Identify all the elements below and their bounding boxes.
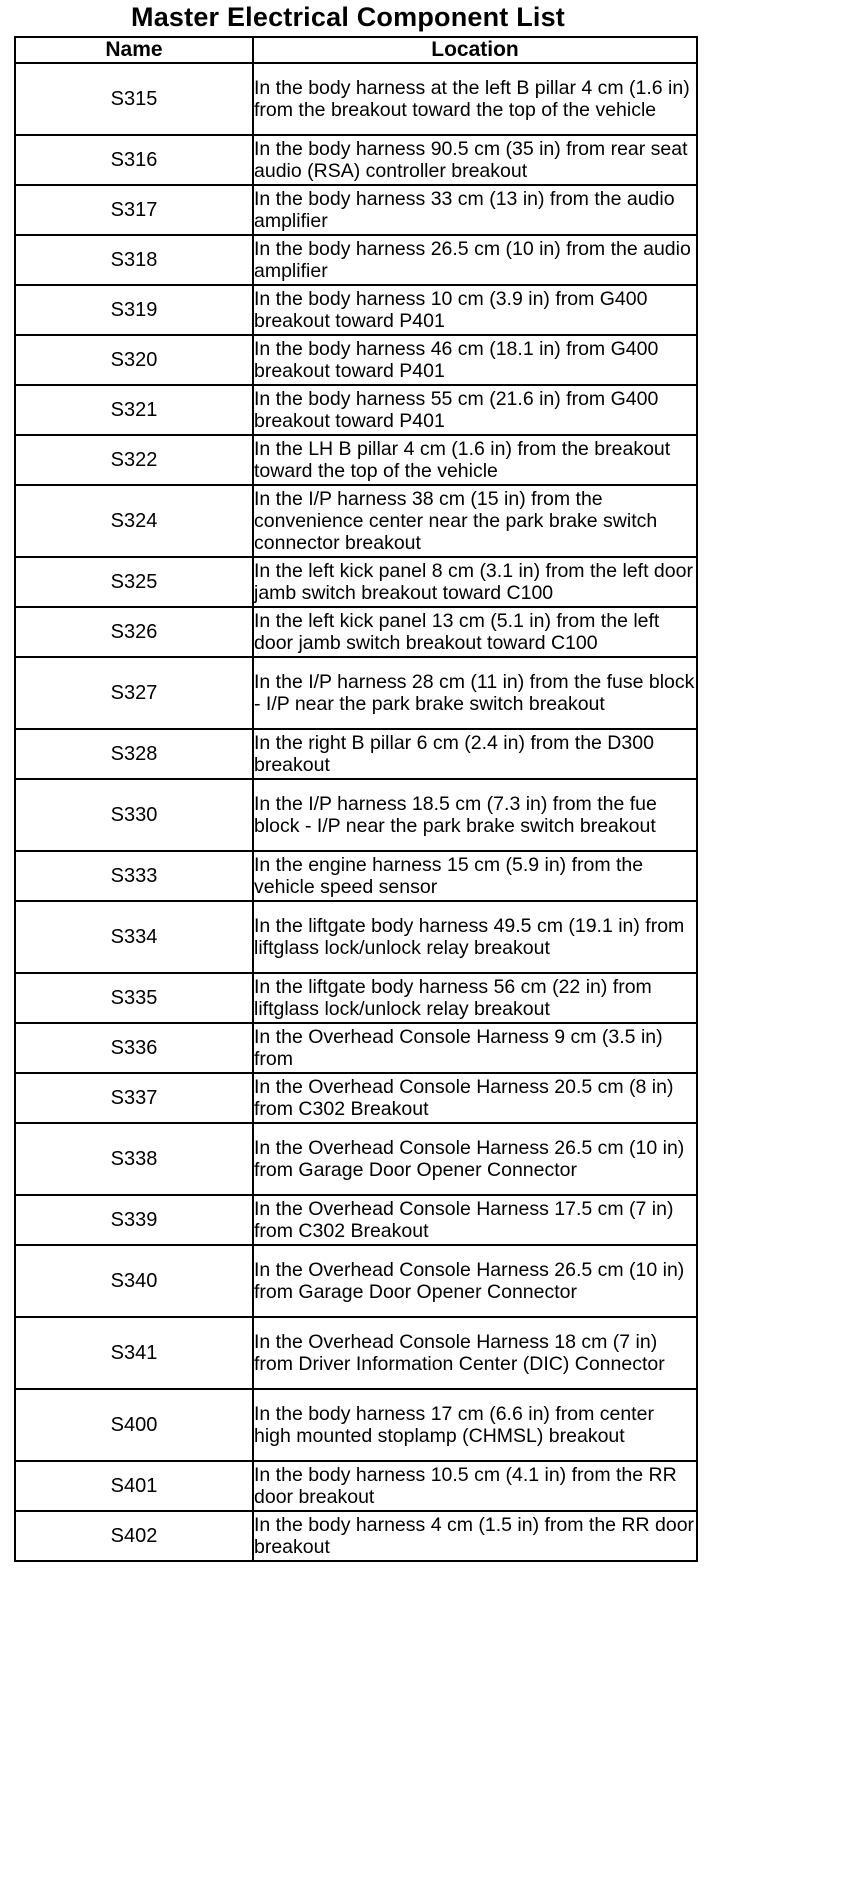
component-location: In the Overhead Console Harness 26.5 cm (10 in) from Garage Door Opener Connector: [253, 1123, 697, 1195]
component-name: S336: [15, 1023, 253, 1073]
component-name: S325: [15, 557, 253, 607]
component-name: S324: [15, 485, 253, 557]
component-location: In the left kick panel 13 cm (5.1 in) from the left door jamb switch breakout toward C100: [253, 607, 697, 657]
component-location: In the Overhead Console Harness 17.5 cm (7 in) from C302 Breakout: [253, 1195, 697, 1245]
table-row: [15, 1073, 697, 1123]
table-row: [15, 779, 697, 851]
component-location: In the LH B pillar 4 cm (1.6 in) from the breakout toward the top of the vehicle: [253, 435, 697, 485]
component-location: In the Overhead Console Harness 18 cm (7 in) from Driver Information Center (DIC) Connector: [253, 1317, 697, 1389]
table-row: [15, 385, 697, 435]
component-location: In the body harness 4 cm (1.5 in) from the RR door breakout: [253, 1511, 697, 1561]
component-name: S317: [15, 185, 253, 235]
table-row: [15, 285, 697, 335]
component-name: S341: [15, 1317, 253, 1389]
component-name: S400: [15, 1389, 253, 1461]
table-row: [15, 729, 697, 779]
table-row: [15, 335, 697, 385]
component-name: S318: [15, 235, 253, 285]
component-location: In the liftgate body harness 56 cm (22 in) from liftglass lock/unlock relay breakout: [253, 973, 697, 1023]
component-location: In the body harness 46 cm (18.1 in) from G400 breakout toward P401: [253, 335, 697, 385]
location-column-header: Location: [253, 37, 697, 63]
component-name: S320: [15, 335, 253, 385]
component-name: S340: [15, 1245, 253, 1317]
component-location: In the liftgate body harness 49.5 cm (19.1 in) from liftglass lock/unlock relay breakout: [253, 901, 697, 973]
component-table: [14, 36, 698, 1562]
table-row: [15, 851, 697, 901]
component-location: In the left kick panel 8 cm (3.1 in) from the left door jamb switch breakout toward C100: [253, 557, 697, 607]
table-row: [15, 607, 697, 657]
component-location: In the Overhead Console Harness 26.5 cm (10 in) from Garage Door Opener Connector: [253, 1245, 697, 1317]
table-row: [15, 973, 697, 1023]
component-location: In the body harness 17 cm (6.6 in) from center high mounted stoplamp (CHMSL) breakout: [253, 1389, 697, 1461]
component-name: S326: [15, 607, 253, 657]
component-location: In the body harness at the left B pillar 4 cm (1.6 in) from the breakout toward the top of the vehicle: [253, 63, 697, 135]
table-row: [15, 1245, 697, 1317]
component-name: S328: [15, 729, 253, 779]
component-name: S334: [15, 901, 253, 973]
component-name: S333: [15, 851, 253, 901]
component-location: In the body harness 55 cm (21.6 in) from G400 breakout toward P401: [253, 385, 697, 435]
component-name: S321: [15, 385, 253, 435]
table-row: [15, 63, 697, 135]
table-row: [15, 135, 697, 185]
component-name: S319: [15, 285, 253, 335]
component-name: S330: [15, 779, 253, 851]
table-row: [15, 235, 697, 285]
table-row: [15, 485, 697, 557]
page-title: Master Electrical Component List: [131, 2, 565, 32]
table-row: [15, 1123, 697, 1195]
table-header-row: [15, 37, 697, 63]
component-name: S322: [15, 435, 253, 485]
table-row: [15, 557, 697, 607]
component-name: S339: [15, 1195, 253, 1245]
component-name: S327: [15, 657, 253, 729]
table-row: [15, 185, 697, 235]
table-row: [15, 1317, 697, 1389]
component-name: S402: [15, 1511, 253, 1561]
table-row: [15, 1461, 697, 1511]
name-column-header: Name: [15, 37, 253, 63]
component-location: In the I/P harness 28 cm (11 in) from the fuse block - I/P near the park brake switch breakout: [253, 657, 697, 729]
table-row: [15, 1389, 697, 1461]
table-row: [15, 901, 697, 973]
component-location: In the right B pillar 6 cm (2.4 in) from the D300 breakout: [253, 729, 697, 779]
table-row: [15, 1023, 697, 1073]
table-row: [15, 657, 697, 729]
component-name: S337: [15, 1073, 253, 1123]
component-name: S316: [15, 135, 253, 185]
component-location: In the body harness 10 cm (3.9 in) from G400 breakout toward P401: [253, 285, 697, 335]
component-location: In the I/P harness 18.5 cm (7.3 in) from the fue block - I/P near the park brake switch breakout: [253, 779, 697, 851]
table-row: [15, 435, 697, 485]
component-name: S401: [15, 1461, 253, 1511]
table-row: [15, 1195, 697, 1245]
component-location: In the Overhead Console Harness 20.5 cm (8 in) from C302 Breakout: [253, 1073, 697, 1123]
component-location: In the body harness 10.5 cm (4.1 in) from the RR door breakout: [253, 1461, 697, 1511]
table-row: [15, 1511, 697, 1561]
component-name: S315: [15, 63, 253, 135]
component-name: S335: [15, 973, 253, 1023]
component-location: In the body harness 90.5 cm (35 in) from rear seat audio (RSA) controller breakout: [253, 135, 697, 185]
component-location: In the body harness 33 cm (13 in) from the audio amplifier: [253, 185, 697, 235]
component-location: In the Overhead Console Harness 9 cm (3.5 in) from: [253, 1023, 697, 1073]
component-name: S338: [15, 1123, 253, 1195]
component-location: In the body harness 26.5 cm (10 in) from the audio amplifier: [253, 235, 697, 285]
component-location: In the engine harness 15 cm (5.9 in) from the vehicle speed sensor: [253, 851, 697, 901]
component-location: In the I/P harness 38 cm (15 in) from the convenience center near the park brake switch connector breakout: [253, 485, 697, 557]
